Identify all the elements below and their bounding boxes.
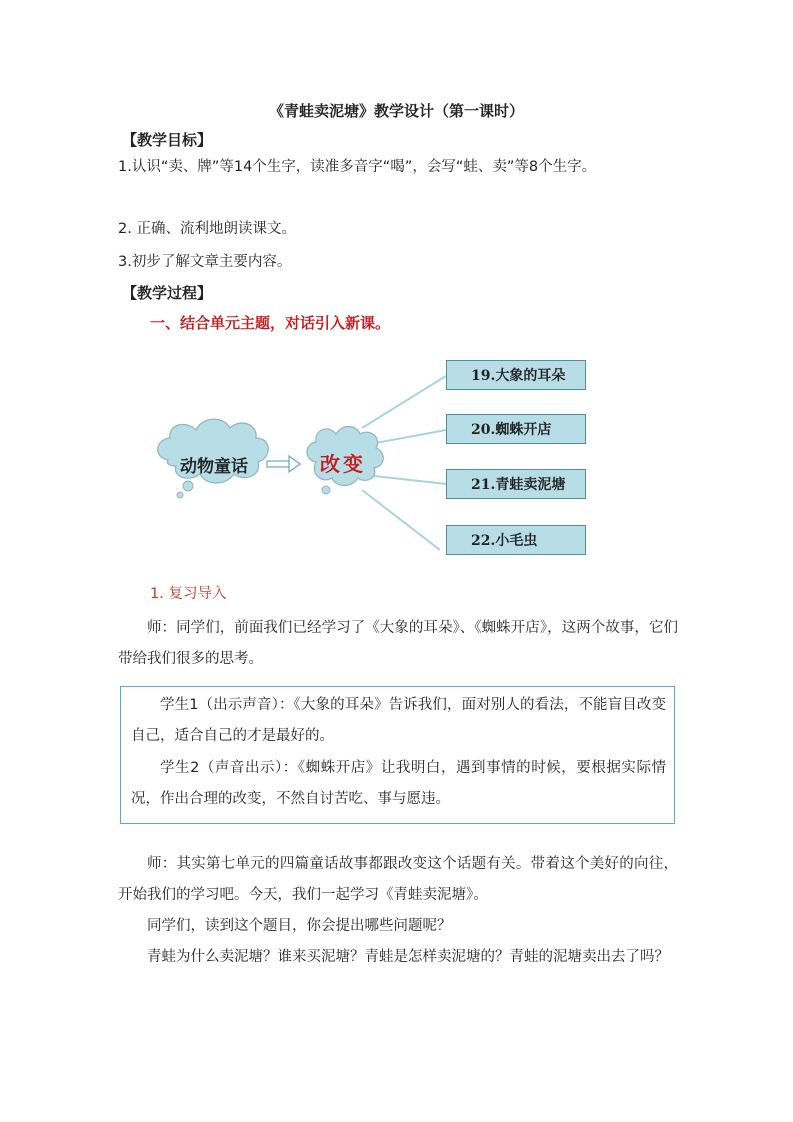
- paragraph-questions: 青蛙为什么卖泥塘？谁来买泥塘？青蛙是怎样卖泥塘的？青蛙的泥塘卖出去了吗？: [147, 949, 669, 965]
- section-heading-process: 【教学过程】: [122, 284, 213, 302]
- document-title: 《青蛙卖泥塘》教学设计（第一课时）: [268, 102, 524, 120]
- connector-line-1: [362, 376, 446, 428]
- paragraph-teacher-2: 师：其实第七单元的四篇童话故事都跟改变这个话题有关。带着这个美好的向往，开始我们的学习吧。今天，我们一起学习《青蛙卖泥塘》。: [118, 856, 678, 903]
- goal-item-1: 1.认识“卖、牌”等14个生字，读准多音字“喝”，会写“蛙、卖”等8个生字。: [118, 159, 597, 175]
- student-quotes-box: [120, 686, 675, 824]
- goal-item-2: 2. 正确、流利地朗读课文。: [118, 221, 296, 237]
- center-cloud-label: 改变: [320, 452, 366, 476]
- right-arrow-icon: [267, 456, 300, 472]
- paragraph-teacher-1: 师：同学们，前面我们已经学习了《大象的耳朵》、《蜘蛛开店》，这两个故事，它们带给我们很多的思考。: [118, 620, 678, 667]
- connector-line-4: [362, 490, 440, 550]
- section-heading-goals: 【教学目标】: [122, 131, 213, 149]
- lesson-box-22: 22.小毛虫: [446, 525, 586, 555]
- lesson-box-20: 20.蜘蛛开店: [446, 414, 586, 444]
- student-quote-1: 学生1（出示声音）：《大象的耳朵》告诉我们，面对别人的看法，不能盲目改变自己，适合自己的才是最好的。: [131, 697, 666, 744]
- step1-title: 一、结合单元主题，对话引入新课。: [150, 314, 391, 332]
- paragraph-question-prompt: 同学们，读到这个题目，你会提出哪些问题呢？: [147, 918, 452, 934]
- subheading-review: 1. 复习导入: [150, 586, 227, 602]
- unit-diagram: [150, 350, 610, 565]
- source-cloud-label: 动物童话: [180, 457, 248, 477]
- lesson-box-19: 19.大象的耳朵: [446, 360, 586, 390]
- goal-item-3: 3.初步了解文章主要内容。: [118, 254, 292, 270]
- student-quote-2: 学生2（声音出示）：《蜘蛛开店》让我明白，遇到事情的时候，要根据实际情况，作出合理的改变，不然自讨苦吃、事与愿违。: [131, 760, 666, 807]
- lesson-box-21: 21.青蛙卖泥塘: [446, 469, 586, 499]
